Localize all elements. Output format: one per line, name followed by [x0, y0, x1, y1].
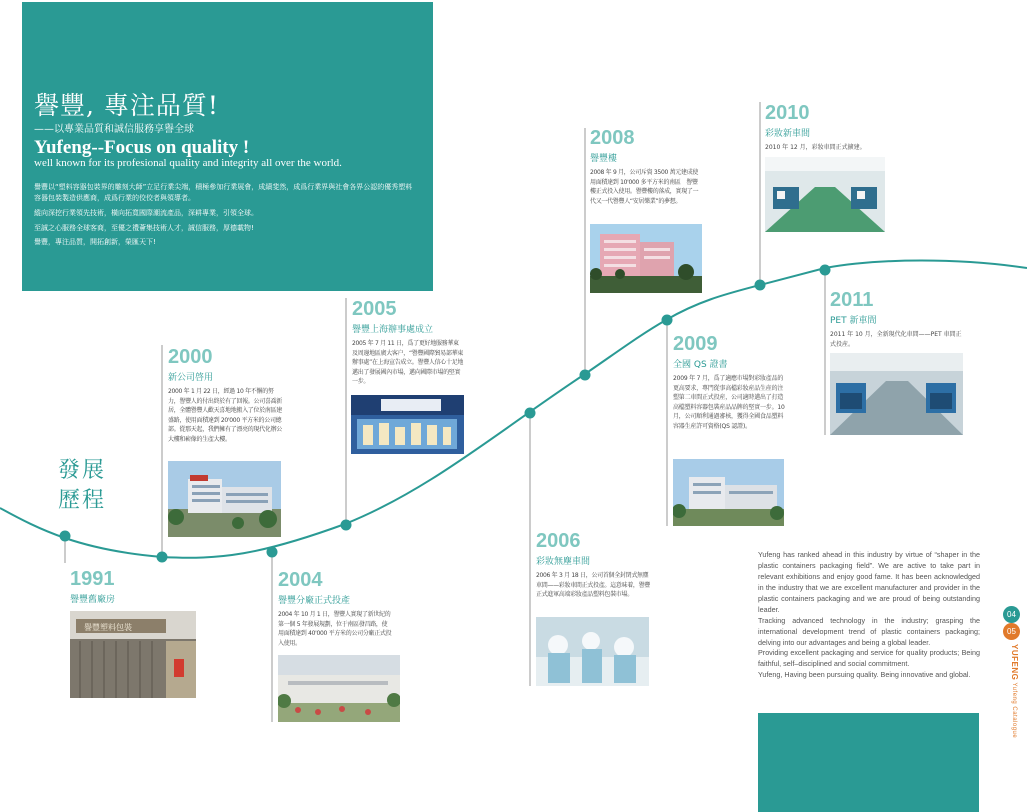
node-2005	[341, 520, 352, 531]
event-desc: 2006 年 3 月 18 日，公司首個全封閉式無塵車間——彩妝車間正式投產。這意味着，譽豐正式進軍高端彩妝產品塑料包裝市場。	[536, 572, 651, 599]
event-title: 譽豐舊廠房	[70, 595, 116, 605]
node-2006	[525, 408, 536, 419]
side-brand: YUFENG	[1010, 644, 1019, 681]
section-title-line: 發展	[58, 458, 107, 483]
event-year: 2010	[765, 102, 810, 124]
hero-english-title: Yufeng--Focus on quality !	[34, 137, 250, 158]
node-2010	[755, 280, 766, 291]
event-year: 2008	[590, 127, 635, 149]
english-description	[758, 550, 980, 681]
event-2010	[765, 102, 885, 153]
event-2000	[168, 346, 283, 445]
svg-text:譽豐塑料包裝: 譽豐塑料包裝	[84, 623, 132, 632]
event-desc: 2004 年 10 月 1 日，譽豐人實現了新世紀的第一個 5 年發展規劃，位于南區發昌路，使用面積達到 40'000 平方米的公司分廠正式投入使用。	[278, 611, 392, 647]
section-title-line: 歷程	[58, 488, 107, 513]
node-2009	[662, 315, 673, 326]
event-1991	[70, 568, 200, 605]
event-2006	[536, 530, 651, 600]
event-title: 譽豐上海辦事處成立	[352, 325, 434, 335]
hero-subtitle: ——以專業品質和誠信服務享譽全球	[34, 124, 194, 135]
side-text: Yufeng Catalogue	[1011, 682, 1017, 739]
event-title: 譽豐樓	[590, 154, 618, 164]
headquarters-photo	[168, 461, 281, 537]
event-year: 2004	[278, 569, 323, 591]
event-desc: 2010 年 12 月，彩妝車間正式擴建。	[765, 144, 866, 151]
hero-english-subtitle: well known for its profesional quality and integrity all over the world.	[34, 157, 342, 169]
event-title: 全國 QS 證書	[673, 360, 728, 370]
event-desc: 2000 年 1 月 22 日，經過 10 年不懈的努力，譽豐人的付出終於有了回報。公司喜喬新居，全體譽豐人歡天喜地地搬入了位於南區建盛路，使用面積達到 20'000 平方米的公司總部。從那天起，我們擁有了漂亮的現代化辦公大樓和嶄像的生產大樓。	[168, 388, 283, 443]
event-title: 彩妝新車間	[765, 129, 811, 139]
hero-title: 譽豐, 專注品質!	[34, 91, 219, 120]
node-2004	[267, 547, 278, 558]
hero-paragraph: 至誠之心服務全球客商，至優之禮薈集技術人才，誠信服務，厚德載物!	[34, 223, 254, 232]
event-desc: 2008 年 9 月，公司斥資 3500 萬元建成使用面積達到 10'000 多平方米的南區 譽豐樓正式投入使用。譽豐樓的落成，實現了一代又一代譽豐人“安居樂業”的夢想。	[590, 169, 699, 205]
event-2011	[830, 289, 965, 349]
section-title	[58, 456, 106, 516]
node-1991	[60, 531, 71, 542]
event-desc: 2011 年 10 月，全新現代化車間——PET 車間正式投産。	[830, 331, 962, 348]
hero-paragraph: 縱向深挖行業領先技術，橫向拓寬國際潮流產品，深耕專業，引領全球。	[34, 208, 258, 217]
english-paragraph: Tracking advanced technology in the industry; grasping the international development trend of plastic containers packaging; delving into our advantages and being a global leader.	[758, 615, 980, 647]
event-year: 2005	[352, 298, 397, 320]
hero-paragraph: 譽豐，專注品質，開拓創新，榮匯天下!	[34, 238, 156, 247]
page-number-left: 04	[1003, 606, 1020, 623]
event-desc: 2009 年 7 月，爲了適應市場對彩妝產品的更高要求，專門從事高檔彩妝産品生産的注塑第二車間正式投産，公司適時邁出了打造高檔塑料容器包裝産品品牌的堅實一步。10 月，公司順利通過審核，獲得全國食品塑料容器生産許可資格(QS 認證)。	[673, 375, 785, 430]
node-2008	[580, 370, 591, 381]
page-number-right: 05	[1003, 623, 1020, 640]
cosmetics-workshop-photo	[765, 157, 885, 232]
hero-paragraph: 譽豐以“塑料容器包裝界的雕刻大師”立足行業尖端，積極參加行業展會，成績斐然，成爲行業界與社會各界公認的優秀塑料容器包裝製造供應商，成爲行業的佼佼者與領導者。	[34, 183, 413, 202]
event-year: 2006	[536, 530, 581, 552]
cleanroom-photo	[536, 617, 649, 686]
event-2008	[590, 127, 703, 206]
old-factory-photo	[70, 611, 196, 698]
event-year: 2000	[168, 346, 213, 368]
event-2004	[278, 569, 393, 648]
pet-workshop-photo	[830, 353, 963, 435]
english-paragraph: Providing excellent packaging and service for quality products; Being faithful, self–disciplined and social commitment.	[758, 648, 980, 669]
event-year: 2011	[830, 289, 874, 311]
node-2000	[157, 552, 168, 563]
node-2011	[820, 265, 831, 276]
yufeng-building-photo	[590, 224, 702, 293]
event-year: 1991	[70, 568, 115, 590]
event-2009	[673, 333, 785, 432]
event-title: 新公司啓用	[168, 373, 214, 383]
event-year: 2009	[673, 333, 718, 355]
english-paragraph: Yufeng, Having been pursuing quality. Being innovative and global.	[758, 670, 971, 680]
shanghai-office-photo	[351, 395, 464, 454]
qs-workshop-photo	[673, 459, 784, 526]
event-2005	[352, 298, 464, 387]
event-desc: 2005 年 7 月 11 日，爲了更好地服務華東及周邊地區廣大客户，“譽豐國際貿易部華東辦事處”在上海宣告成立。譽豐人信心十足地邁出了發展國內市場，邁向國際市場的堅實一步。	[352, 340, 464, 386]
branch-factory-photo	[278, 655, 400, 722]
english-paragraph: Yufeng has ranked ahead in this industry by virtue of “shaper in the plastic containers packaging field”. We are active to take part in relevant exhibitions and enjoy good fame. It has been acknowledged in the industry that we are excellent manufacturer and provider in the plastic containers packaging and we are proud of being outstanding leader.	[758, 550, 980, 614]
side-brand-label	[1010, 644, 1019, 738]
event-title: 譽豐分廠正式投產	[278, 596, 351, 606]
decorative-teal-block	[758, 713, 979, 812]
event-title: 彩妝無塵車間	[536, 557, 591, 567]
event-title: PET 新車間	[830, 316, 877, 326]
